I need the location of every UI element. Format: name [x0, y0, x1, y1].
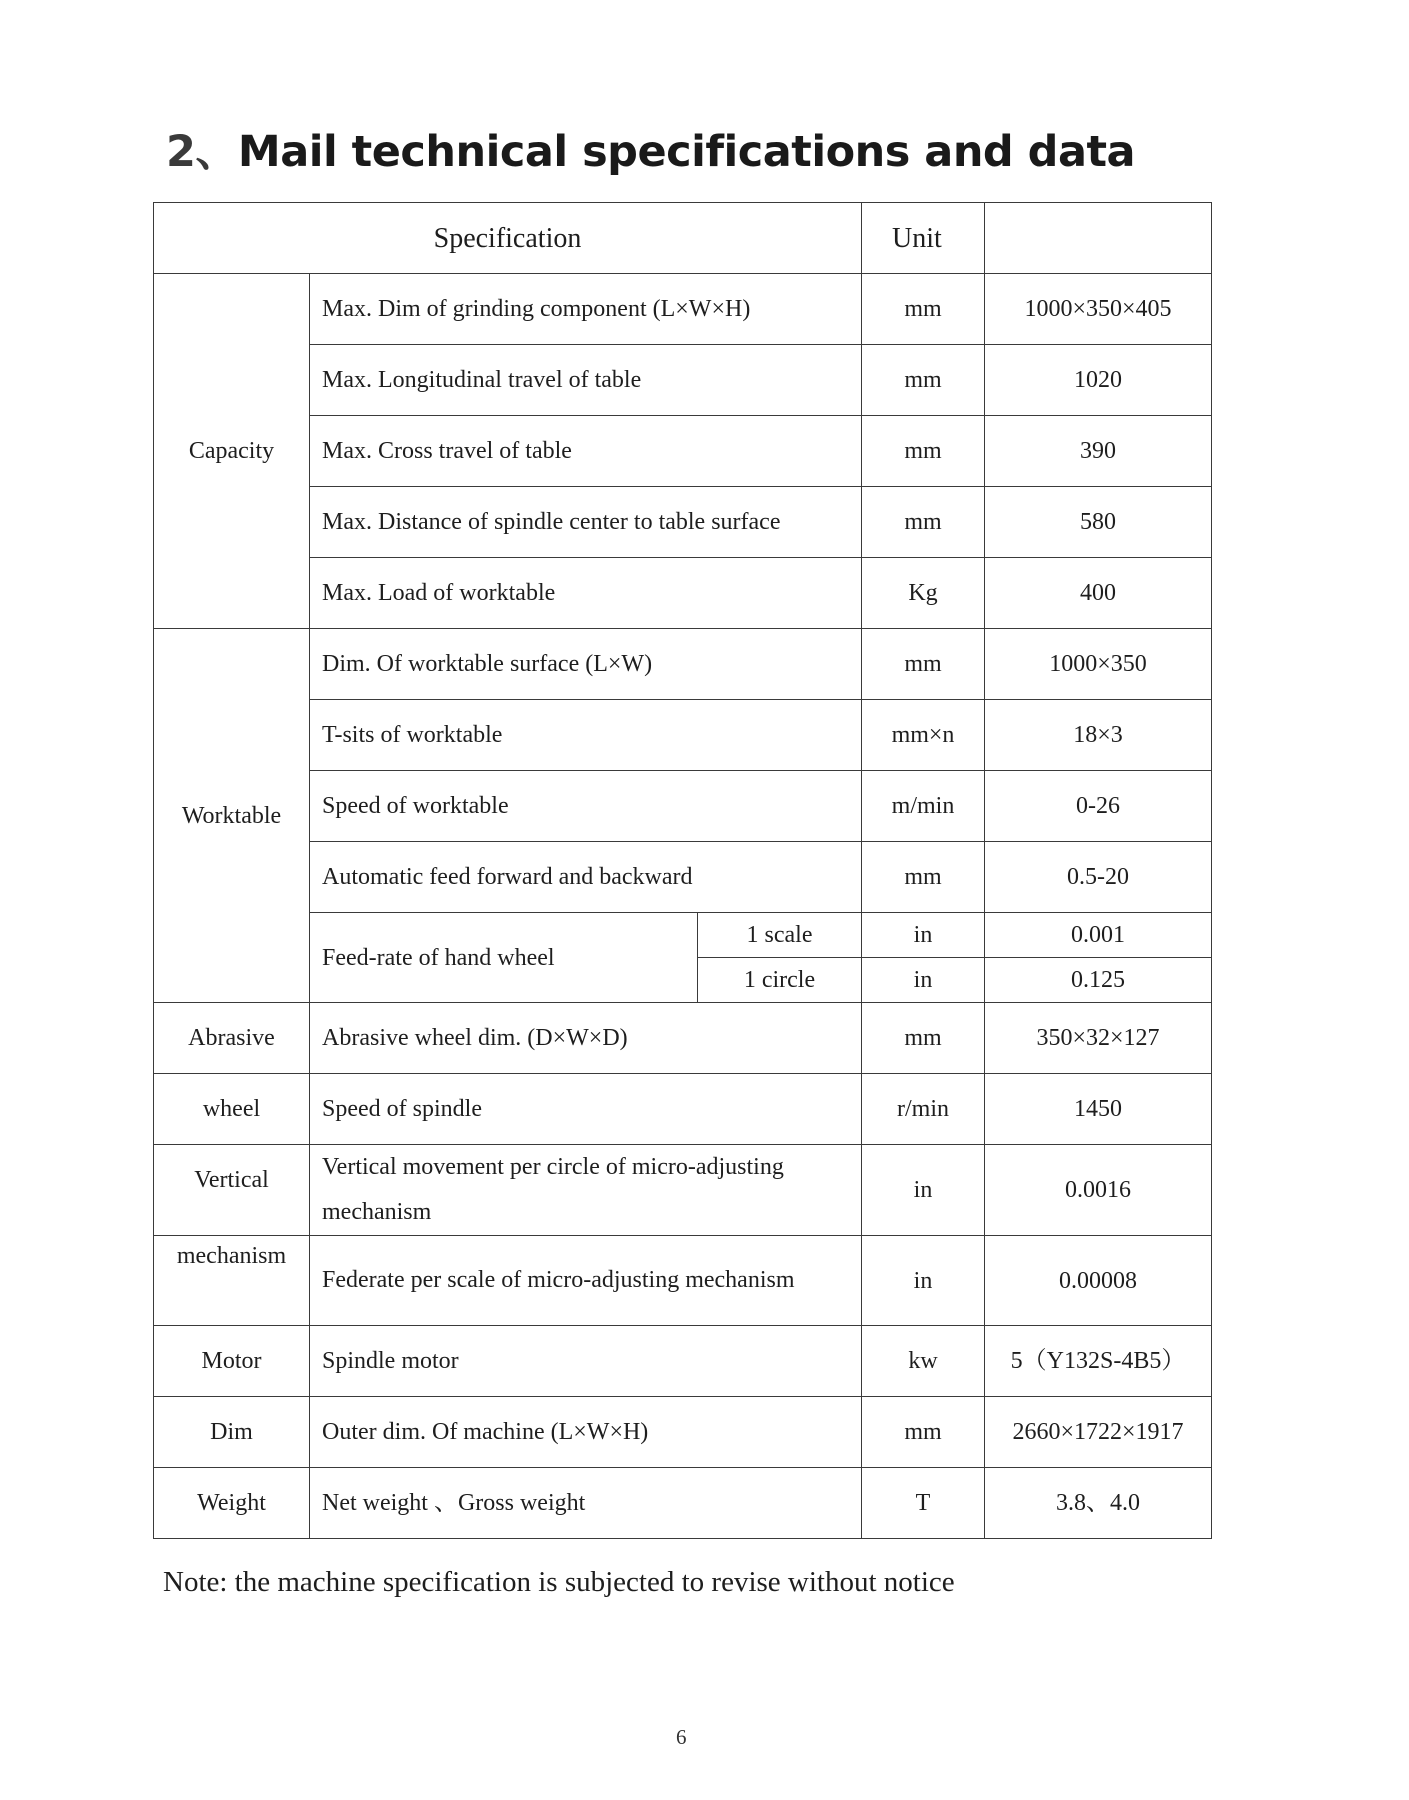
group-abrasive-wheel: wheel	[154, 1074, 310, 1145]
row-value: 0.001	[985, 913, 1212, 958]
row-unit: mm	[862, 416, 985, 487]
table-row	[154, 629, 1212, 700]
row-value: 0-26	[985, 771, 1212, 842]
row-item: Max. Cross travel of table	[310, 416, 862, 487]
row-value: 2660×1722×1917	[985, 1397, 1212, 1468]
row-unit: mm	[862, 1003, 985, 1074]
row-value: 18×3	[985, 700, 1212, 771]
row-unit: mm	[862, 629, 985, 700]
table-row	[154, 345, 1212, 416]
page-number: 6	[676, 1725, 687, 1749]
row-value: 400	[985, 558, 1212, 629]
row-item: Speed of worktable	[310, 771, 862, 842]
row-value: 580	[985, 487, 1212, 558]
row-item: Automatic feed forward and backward	[310, 842, 862, 913]
section-number: 2、	[166, 127, 238, 177]
row-value: 3.8、4.0	[985, 1468, 1212, 1539]
spec-table	[153, 202, 1212, 1539]
table-row	[154, 416, 1212, 487]
row-unit: mm	[862, 1397, 985, 1468]
header-unit: Unit	[862, 203, 985, 274]
table-row	[154, 274, 1212, 345]
group-abrasive-wheel: Abrasive	[154, 1003, 310, 1074]
row-value: 0.0016	[985, 1145, 1212, 1236]
group-capacity: Capacity	[154, 274, 310, 629]
table-row	[154, 700, 1212, 771]
row-unit: mm	[862, 345, 985, 416]
footnote: Note: the machine specification is subjected to revise without notice	[163, 1566, 955, 1598]
table-row	[154, 1074, 1212, 1145]
row-unit: m/min	[862, 771, 985, 842]
row-item: Max. Dim of grinding component (L×W×H)	[310, 274, 862, 345]
table-row	[154, 1468, 1212, 1539]
spec-table-header	[154, 203, 1212, 274]
row-item: Outer dim. Of machine (L×W×H)	[310, 1397, 862, 1468]
row-value: 350×32×127	[985, 1003, 1212, 1074]
row-unit: in	[862, 958, 985, 1003]
table-row	[154, 1236, 1212, 1326]
row-unit: mm	[862, 842, 985, 913]
table-row	[154, 842, 1212, 913]
row-item: Max. Load of worktable	[310, 558, 862, 629]
row-unit: r/min	[862, 1074, 985, 1145]
group-vertical-mechanism: Vertical	[154, 1145, 310, 1236]
row-value: 0.00008	[985, 1236, 1212, 1326]
table-row	[154, 487, 1212, 558]
row-unit: in	[862, 913, 985, 958]
row-subitem: 1 scale	[698, 913, 862, 958]
section-title: Mail technical specifications and data	[237, 127, 1136, 177]
row-item: Max. Distance of spindle center to table surface	[310, 487, 862, 558]
row-value: 5（Y132S-4B5）	[985, 1326, 1212, 1397]
row-item: Abrasive wheel dim. (D×W×D)	[310, 1003, 862, 1074]
row-item: Dim. Of worktable surface (L×W)	[310, 629, 862, 700]
row-unit: in	[862, 1236, 985, 1326]
group-weight: Weight	[154, 1468, 310, 1539]
row-unit: mm×n	[862, 700, 985, 771]
group-worktable: Worktable	[154, 629, 310, 1003]
row-value: 1000×350×405	[985, 274, 1212, 345]
header-value	[985, 203, 1212, 274]
row-value: 0.5-20	[985, 842, 1212, 913]
header-specification: Specification	[154, 203, 862, 274]
group-dim: Dim	[154, 1397, 310, 1468]
row-unit: Kg	[862, 558, 985, 629]
row-value: 1000×350	[985, 629, 1212, 700]
row-unit: mm	[862, 274, 985, 345]
row-value: 1450	[985, 1074, 1212, 1145]
row-item: T-sits of worktable	[310, 700, 862, 771]
row-item: Federate per scale of micro-adjusting mechanism	[310, 1236, 862, 1326]
group-vertical-mechanism: mechanism	[154, 1236, 310, 1326]
table-row	[154, 1145, 1212, 1236]
row-unit: T	[862, 1468, 985, 1539]
row-item: Feed-rate of hand wheel	[310, 913, 698, 1003]
row-item: Net weight 、Gross weight	[310, 1468, 862, 1539]
row-item: Spindle motor	[310, 1326, 862, 1397]
table-row	[154, 558, 1212, 629]
row-value: 390	[985, 416, 1212, 487]
section-heading	[166, 118, 1135, 179]
row-unit: in	[862, 1145, 985, 1236]
row-item: Max. Longitudinal travel of table	[310, 345, 862, 416]
table-row	[154, 1003, 1212, 1074]
row-item: Vertical movement per circle of micro-adjusting mechanism	[310, 1145, 862, 1236]
table-row	[154, 1326, 1212, 1397]
row-unit: mm	[862, 487, 985, 558]
table-row	[154, 771, 1212, 842]
table-row	[154, 1397, 1212, 1468]
row-value: 1020	[985, 345, 1212, 416]
row-item: Speed of spindle	[310, 1074, 862, 1145]
table-row	[154, 913, 1212, 958]
row-value: 0.125	[985, 958, 1212, 1003]
group-motor: Motor	[154, 1326, 310, 1397]
row-unit: kw	[862, 1326, 985, 1397]
row-subitem: 1 circle	[698, 958, 862, 1003]
